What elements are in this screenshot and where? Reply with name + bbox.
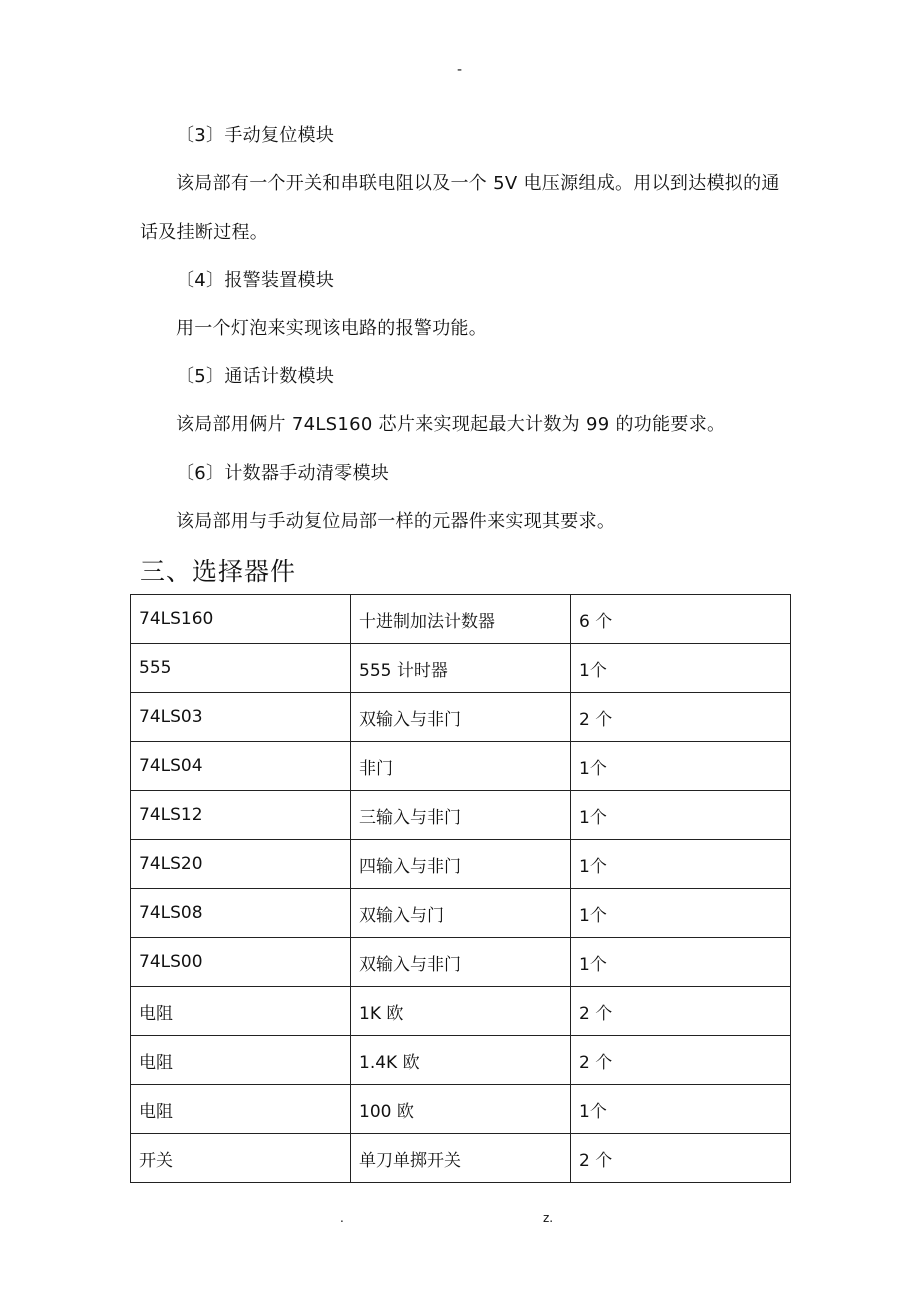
table-cell-description: 双输入与非门 bbox=[351, 693, 571, 742]
table-cell-part: 74LS00 bbox=[131, 938, 351, 987]
table-cell-part: 电阻 bbox=[131, 1036, 351, 1085]
table-cell-quantity: 1个 bbox=[571, 791, 791, 840]
table-row bbox=[131, 889, 791, 938]
page-header-mark: - bbox=[457, 62, 463, 78]
table-cell-quantity: 1个 bbox=[571, 742, 791, 791]
table-row bbox=[131, 987, 791, 1036]
table-cell-quantity: 6 个 bbox=[571, 595, 791, 644]
table-cell-part: 74LS04 bbox=[131, 742, 351, 791]
table-cell-quantity: 1个 bbox=[571, 938, 791, 987]
table-cell-part: 74LS12 bbox=[131, 791, 351, 840]
table-cell-description: 单刀单掷开关 bbox=[351, 1134, 571, 1183]
table-cell-part: 电阻 bbox=[131, 987, 351, 1036]
table-cell-part: 555 bbox=[131, 644, 351, 693]
table-cell-quantity: 1个 bbox=[571, 644, 791, 693]
subsection-heading-call-counter: 〔5〕通话计数模块 bbox=[176, 366, 335, 387]
table-row bbox=[131, 1085, 791, 1134]
table-cell-description: 三输入与非门 bbox=[351, 791, 571, 840]
table-cell-description: 1.4K 欧 bbox=[351, 1036, 571, 1085]
paragraph-counter-reset: 该局部用与手动复位局部一样的元器件来实现其要求。 bbox=[176, 511, 616, 532]
table-cell-description: 非门 bbox=[351, 742, 571, 791]
table-cell-quantity: 1个 bbox=[571, 1085, 791, 1134]
table-cell-part: 74LS03 bbox=[131, 693, 351, 742]
table-row bbox=[131, 1134, 791, 1183]
table-cell-description: 十进制加法计数器 bbox=[351, 595, 571, 644]
table-cell-quantity: 2 个 bbox=[571, 693, 791, 742]
table-cell-description: 555 计时器 bbox=[351, 644, 571, 693]
table-cell-description: 四输入与非门 bbox=[351, 840, 571, 889]
paragraph-alarm: 用一个灯泡来实现该电路的报警功能。 bbox=[176, 318, 488, 339]
paragraph-manual-reset-line2: 话及挂断过程。 bbox=[140, 222, 269, 243]
table-row bbox=[131, 644, 791, 693]
paragraph-manual-reset-line1: 该局部有一个开关和串联电阻以及一个 5V 电压源组成。用以到达模拟的通 bbox=[176, 173, 780, 194]
table-row bbox=[131, 693, 791, 742]
table-cell-quantity: 1个 bbox=[571, 840, 791, 889]
table-cell-part: 电阻 bbox=[131, 1085, 351, 1134]
table-cell-part: 74LS160 bbox=[131, 595, 351, 644]
table-cell-quantity: 2 个 bbox=[571, 1134, 791, 1183]
table-cell-quantity: 2 个 bbox=[571, 987, 791, 1036]
table-row bbox=[131, 1036, 791, 1085]
table-row bbox=[131, 840, 791, 889]
section-heading-select-components: 三、选择器件 bbox=[140, 557, 297, 586]
table-row bbox=[131, 742, 791, 791]
table-row bbox=[131, 938, 791, 987]
table-row bbox=[131, 791, 791, 840]
table-cell-quantity: 2 个 bbox=[571, 1036, 791, 1085]
paragraph-call-counter: 该局部用俩片 74LS160 芯片来实现起最大计数为 99 的功能要求。 bbox=[176, 414, 726, 435]
table-cell-part: 74LS20 bbox=[131, 840, 351, 889]
table-row bbox=[131, 595, 791, 644]
table-cell-part: 74LS08 bbox=[131, 889, 351, 938]
table-cell-description: 100 欧 bbox=[351, 1085, 571, 1134]
table-cell-description: 双输入与门 bbox=[351, 889, 571, 938]
table-cell-part: 开关 bbox=[131, 1134, 351, 1183]
table-cell-quantity: 1个 bbox=[571, 889, 791, 938]
footer-right-mark: z. bbox=[543, 1211, 554, 1225]
subsection-heading-alarm: 〔4〕报警装置模块 bbox=[176, 270, 335, 291]
subsection-heading-manual-reset: 〔3〕手动复位模块 bbox=[176, 125, 335, 146]
subsection-heading-counter-reset: 〔6〕计数器手动清零模块 bbox=[176, 463, 390, 484]
table-cell-description: 双输入与非门 bbox=[351, 938, 571, 987]
footer-left-mark: . bbox=[340, 1211, 344, 1225]
components-table bbox=[130, 594, 791, 1183]
table-cell-description: 1K 欧 bbox=[351, 987, 571, 1036]
